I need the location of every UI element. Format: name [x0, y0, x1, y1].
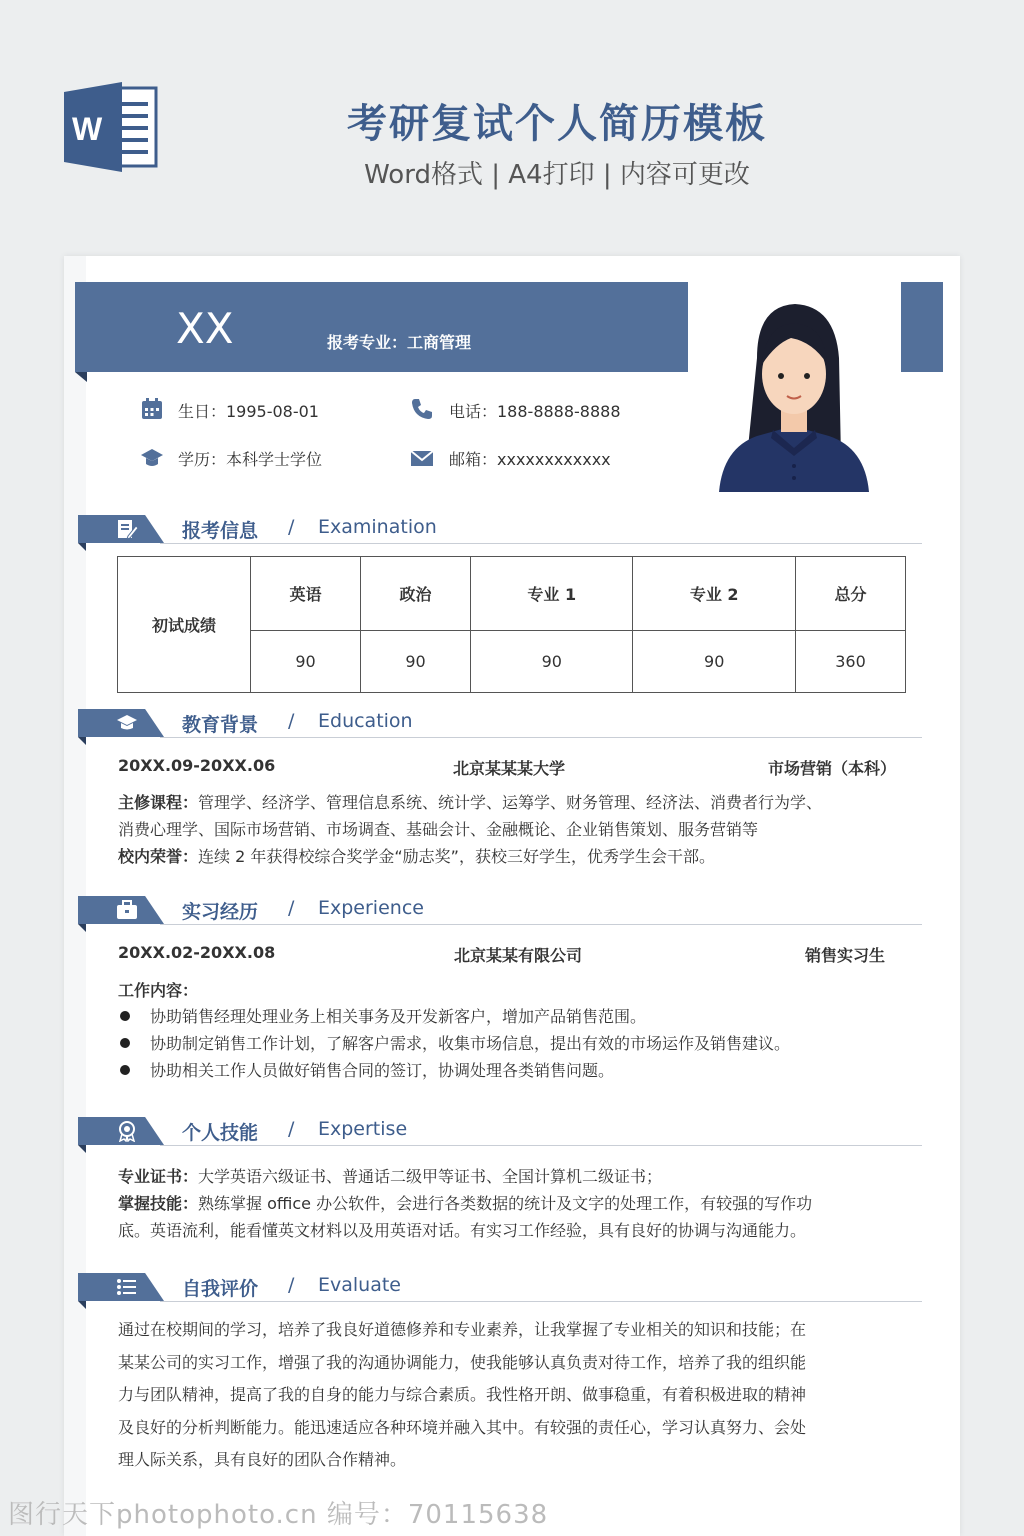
- school-name: 北京某某某大学: [453, 759, 566, 778]
- section-tab-fold: [78, 924, 86, 932]
- courses-text-cont: 消费心理学、国际市场营销、市场调查、基础会计、金融概论、企业销售策划、服务营销等: [118, 820, 759, 839]
- table-row-label: 初试成绩: [118, 557, 251, 693]
- section-title: 实习经历: [182, 901, 259, 923]
- skill-text: 熟练掌握 office 办公软件，会进行各类数据的统计及文字的处理工作，有较强的写作功: [198, 1194, 813, 1213]
- table-cell: 90: [471, 630, 633, 692]
- table-header-cell: 政治: [361, 557, 471, 631]
- self-evaluation: [118, 1314, 918, 1477]
- page-title: 考研复试个人简历模板: [347, 101, 767, 147]
- courses-block: [118, 789, 918, 870]
- courses-text: 管理学、经济学、管理信息系统、统计学、运筹学、财务管理、经济法、消费者行为学、: [198, 793, 823, 812]
- education-period: 20XX.09-20XX.06: [118, 756, 276, 775]
- section-separator: /: [288, 710, 295, 732]
- graduation-cap-icon: [140, 446, 164, 470]
- table-header-cell: 英语: [251, 557, 361, 631]
- phone-icon: [410, 397, 434, 421]
- section-title-en: Expertise: [318, 1118, 408, 1140]
- section-title-en: Evaluate: [318, 1274, 401, 1296]
- work-item: 协助制定销售工作计划，了解客户需求，收集市场信息，提出有效的市场运作及销售建议。: [150, 1034, 791, 1053]
- email-address: 邮箱：xxxxxxxxxxxx: [449, 450, 611, 469]
- table-header-cell: 专业 2: [633, 557, 795, 631]
- banner-accent: [901, 282, 943, 372]
- name-banner: [75, 282, 688, 372]
- briefcase-icon: [116, 899, 138, 921]
- bullet-dot: [120, 1038, 130, 1048]
- page-subtitle: Word格式 | A4打印 | 内容可更改: [364, 160, 750, 190]
- section-divider: [160, 1301, 922, 1302]
- candidate-name: XX: [176, 304, 234, 353]
- courses-label: 主修课程：: [118, 793, 199, 812]
- banner-fold: [75, 372, 87, 382]
- table-cell: 90: [633, 630, 795, 692]
- bullet-dot: [120, 1011, 130, 1021]
- birth-date: 生日：1995-08-01: [178, 402, 319, 421]
- section-title-en: Examination: [318, 516, 437, 538]
- evaluation-line: 某某公司的实习工作，增强了我的沟通协调能力，使我能够认真负责对待工作，培养了我的组织能: [118, 1352, 807, 1372]
- company-name: 北京某某有限公司: [454, 946, 583, 965]
- applied-major: 报考专业：工商管理: [327, 333, 472, 352]
- edit-document-icon: [116, 518, 138, 540]
- graduation-cap-icon: [116, 712, 138, 734]
- section-tab-fold: [78, 737, 86, 745]
- section-divider: [160, 543, 922, 544]
- award-badge-icon: [116, 1120, 138, 1142]
- watermark: 图行天下photophoto.cn 编号：70115638: [8, 1500, 549, 1530]
- honors-label: 校内荣誉：: [118, 847, 199, 866]
- work-item: 协助销售经理处理业务上相关事务及开发新客户，增加产品销售范围。: [150, 1007, 647, 1026]
- skills-block: [118, 1163, 918, 1244]
- work-item: 协助相关工作人员做好销售合同的签订，协调处理各类销售问题。: [150, 1061, 615, 1080]
- mail-icon: [410, 446, 434, 470]
- section-separator: /: [288, 516, 295, 538]
- skill-text-cont: 底。英语流利，能看懂英文材料以及用英语对话。有实习工作经验，具有良好的协调与沟通能力。: [118, 1221, 807, 1240]
- section-divider: [160, 737, 922, 738]
- section-title: 个人技能: [182, 1122, 259, 1144]
- work-content-label: 工作内容：: [118, 981, 199, 1000]
- section-divider: [160, 924, 922, 925]
- section-title-en: Experience: [318, 897, 424, 919]
- experience-period: 20XX.02-20XX.08: [118, 943, 276, 962]
- phone-number: 电话：188-8888-8888: [449, 402, 621, 421]
- evaluation-line: 及良好的分析判断能力。能迅速适应各种环境并融入其中。有较强的责任心，学习认真努力、会处: [118, 1417, 807, 1437]
- section-tab-fold: [78, 1301, 86, 1309]
- exam-score-table: [117, 556, 906, 693]
- section-title: 报考信息: [182, 520, 259, 542]
- section-title: 教育背景: [182, 714, 259, 736]
- honors-text: 连续 2 年获得校综合奖学金“励志奖”，获校三好学生，优秀学生会干部。: [198, 847, 715, 866]
- evaluation-line: 力与团队精神，提高了我的自身的能力与综合素质。我性格开朗、做事稳重，有着积极进取的精神: [118, 1385, 807, 1404]
- table-cell: 90: [251, 630, 361, 692]
- skill-label: 掌握技能：: [118, 1194, 199, 1213]
- section-separator: /: [288, 1274, 295, 1296]
- section-separator: /: [288, 897, 295, 919]
- section-title: 自我评价: [182, 1278, 259, 1300]
- table-header-cell: 专业 1: [471, 557, 633, 631]
- svg-text:W: W: [72, 111, 103, 147]
- evaluation-line: 理人际关系，具有良好的团队合作精神。: [118, 1450, 407, 1469]
- avatar: [717, 298, 871, 492]
- section-divider: [160, 1145, 922, 1146]
- table-cell: 360: [795, 630, 905, 692]
- job-role: 销售实习生: [805, 946, 886, 965]
- table-cell: 90: [361, 630, 471, 692]
- cert-label: 专业证书：: [118, 1167, 199, 1186]
- section-separator: /: [288, 1118, 295, 1140]
- bullet-dot: [120, 1065, 130, 1075]
- degree-major: 市场营销（本科）: [768, 759, 897, 778]
- section-tab-fold: [78, 1145, 86, 1153]
- cert-text: 大学英语六级证书、普通话二级甲等证书、全国计算机二级证书；: [198, 1167, 663, 1186]
- section-tab-fold: [78, 543, 86, 551]
- education-degree: 学历：本科学士学位: [178, 450, 323, 469]
- evaluation-line: 通过在校期间的学习，培养了我良好道德修养和专业素养，让我掌握了专业相关的知识和技能；在: [118, 1320, 807, 1339]
- table-header-cell: 总分: [795, 557, 905, 631]
- calendar-icon: [140, 397, 164, 421]
- section-title-en: Education: [318, 710, 413, 732]
- list-icon: [116, 1276, 138, 1298]
